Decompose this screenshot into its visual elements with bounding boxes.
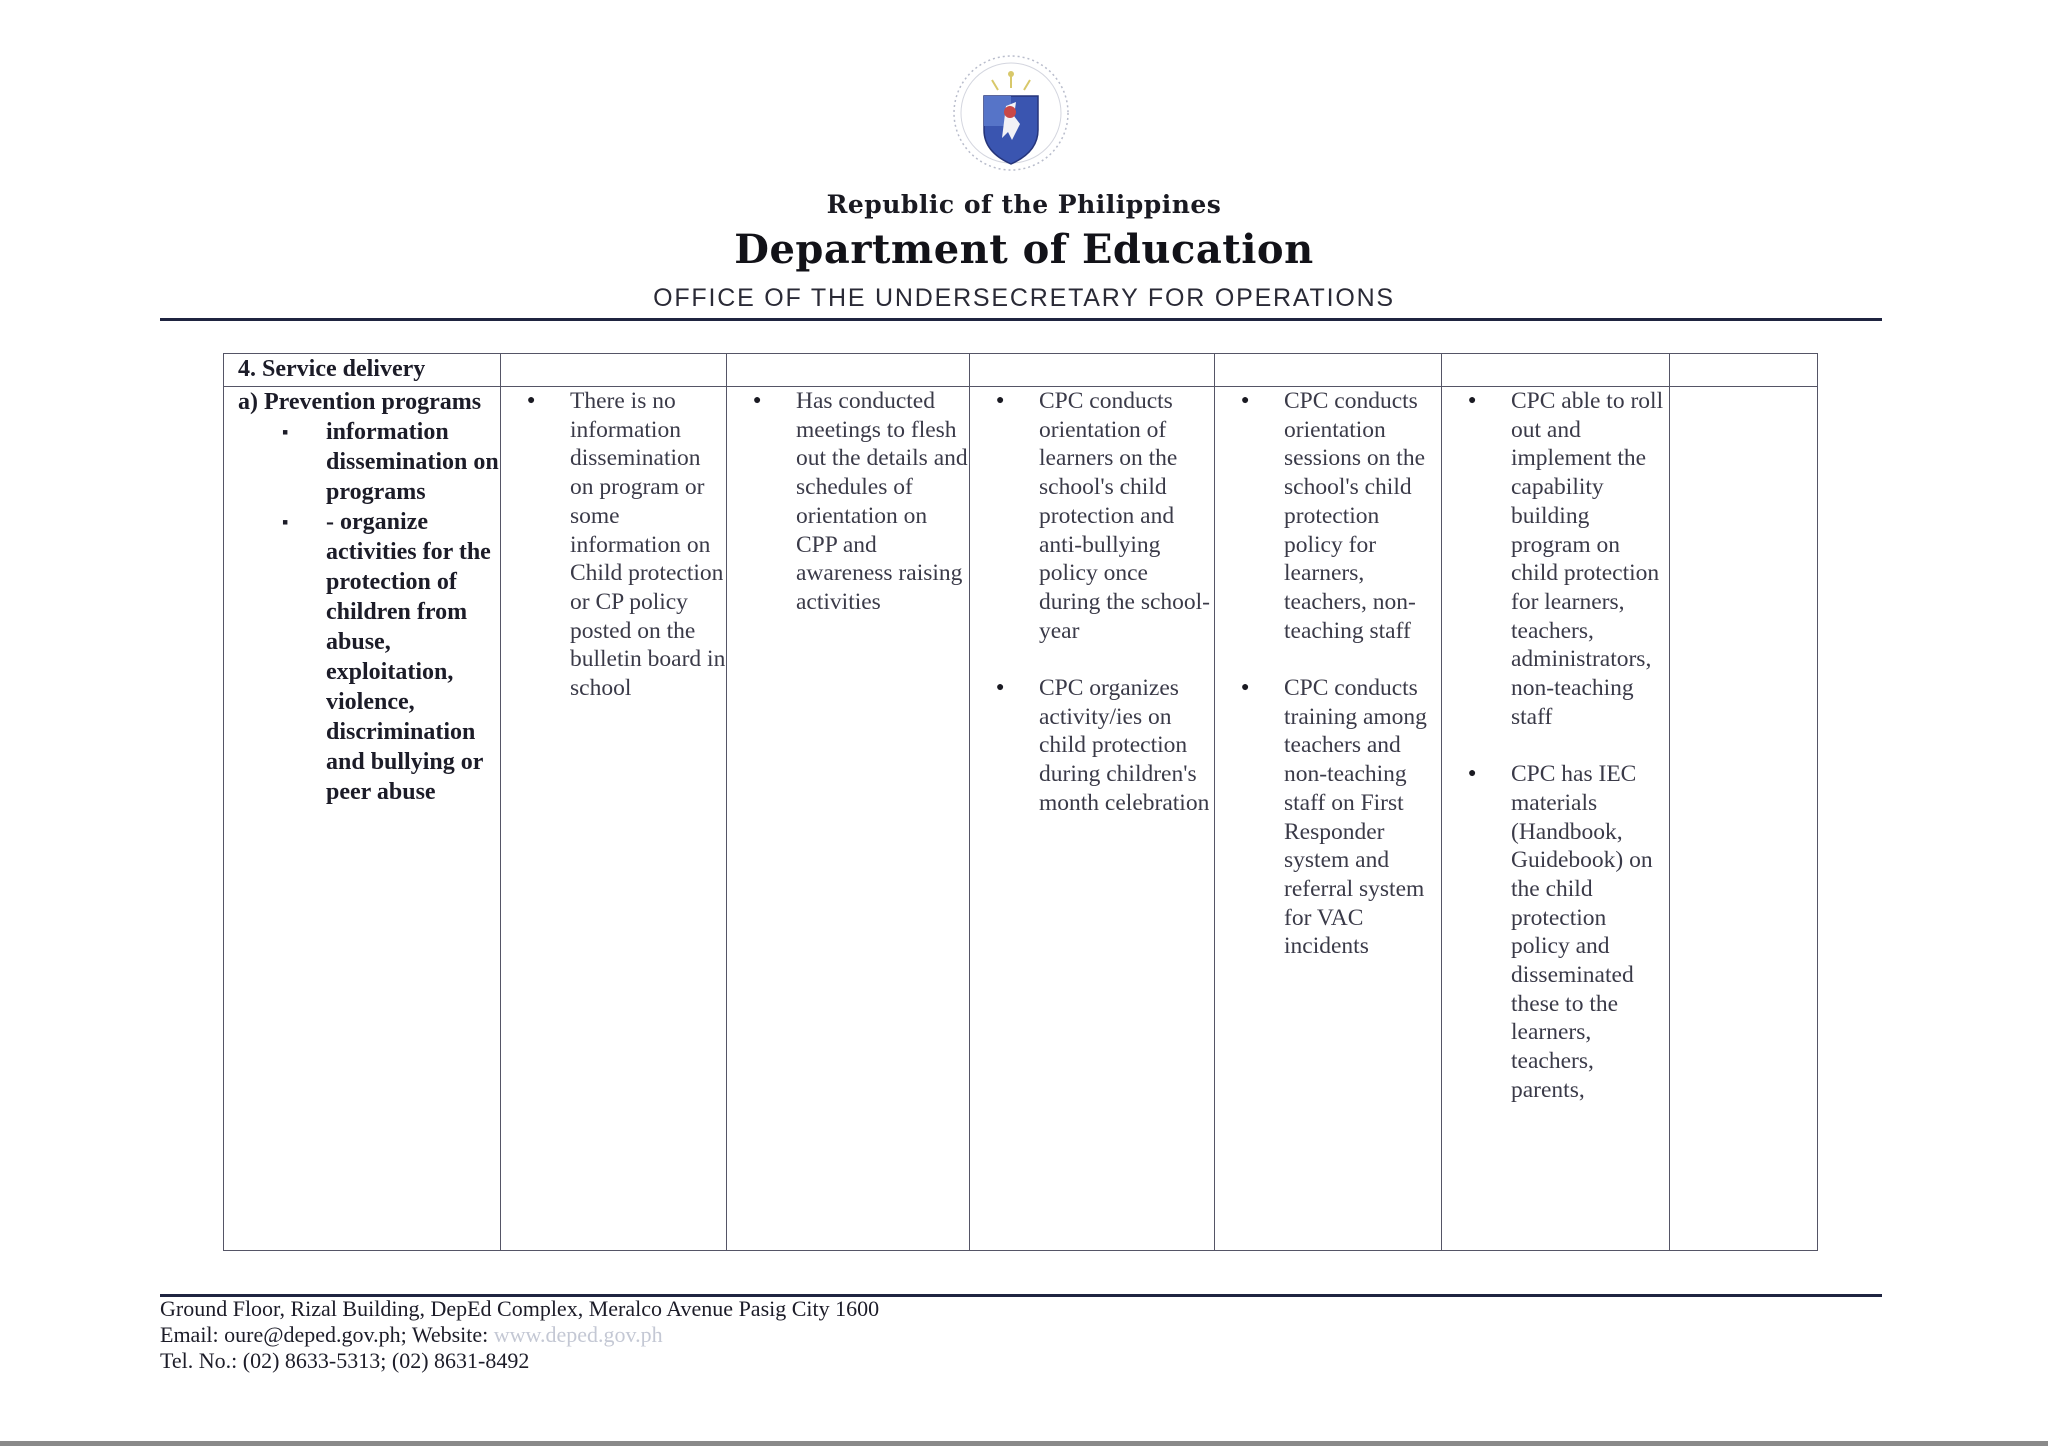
republic-heading: Republic of the Philippines [826, 190, 1222, 219]
footer-address: Ground Floor, Rizal Building, DepEd Complex, Meralco Avenue Pasig City 1600 [160, 1296, 880, 1321]
scan-edge [0, 1441, 2048, 1446]
level-cell-1 [501, 387, 727, 1251]
indicator-cell [224, 387, 501, 1251]
section-header: 4. Service delivery [224, 354, 501, 387]
indicator-list [238, 417, 500, 807]
list-item: ● Has conducted meetings to flesh out the details and schedules of orientation on CPP and awareness raising activities [753, 387, 969, 617]
list-item: ● CPC conducts orientation sessions on the school's child protection policy for learners, teachers, non-teaching staff [1241, 387, 1441, 645]
list-item: ● CPC able to roll out and implement the capability building program on child protection for learners, teachers, administrators, non-teaching staff [1468, 387, 1669, 731]
footer [160, 1296, 879, 1374]
deped-seal-icon [950, 52, 1072, 174]
level-cell-5 [1442, 387, 1670, 1251]
department-heading: Department of Education [734, 226, 1314, 273]
list-item: ● CPC has IEC materials (Handbook, Guidebook) on the child protection policy and disseminated these to the learners, teachers, parents, [1468, 760, 1669, 1104]
header-rule [160, 318, 1882, 321]
assessment-table [223, 353, 1818, 1251]
section-header-row [224, 354, 1818, 387]
level-cell-3 [970, 387, 1215, 1251]
header-cell [1442, 354, 1670, 387]
indicator-title: a) Prevention programs [238, 389, 482, 415]
list-item: ● There is no information dissemination on program or some information on Child protection or CP policy posted on the bulletin board in school [527, 387, 726, 703]
footer-website-link[interactable]: www.deped.gov.ph [493, 1322, 663, 1347]
footer-contact [160, 1322, 879, 1348]
list-item: ▪ - organize activities for the protection of children from abuse, exploitation, violence, discrimination and bullying or peer abuse [238, 507, 500, 807]
list-item: ● CPC organizes activity/ies on child protection during children's month celebration [996, 674, 1214, 818]
header-cell [1670, 354, 1818, 387]
office-heading: OFFICE OF THE UNDERSECRETARY FOR OPERATIONS [653, 284, 1395, 312]
level-cell-4 [1215, 387, 1442, 1251]
header-cell [501, 354, 727, 387]
level-cell-2 [727, 387, 970, 1251]
level-cell-6 [1670, 387, 1818, 1251]
footer-email: Email: oure@deped.gov.ph; Website: [160, 1322, 494, 1347]
list-item: ● CPC conducts orientation of learners on the school's child protection and anti-bullying policy once during the school-year [996, 387, 1214, 645]
list-item: ▪ information dissemination on programs [238, 417, 500, 507]
table-row [224, 387, 1818, 1251]
list-item: ● CPC conducts training among teachers and non-teaching staff on First Responder system and referral system for VAC incidents [1241, 674, 1441, 961]
header-cell [1215, 354, 1442, 387]
header-cell [970, 354, 1215, 387]
header-cell [727, 354, 970, 387]
footer-tel: Tel. No.: (02) 8633-5313; (02) 8631-8492 [160, 1348, 530, 1373]
